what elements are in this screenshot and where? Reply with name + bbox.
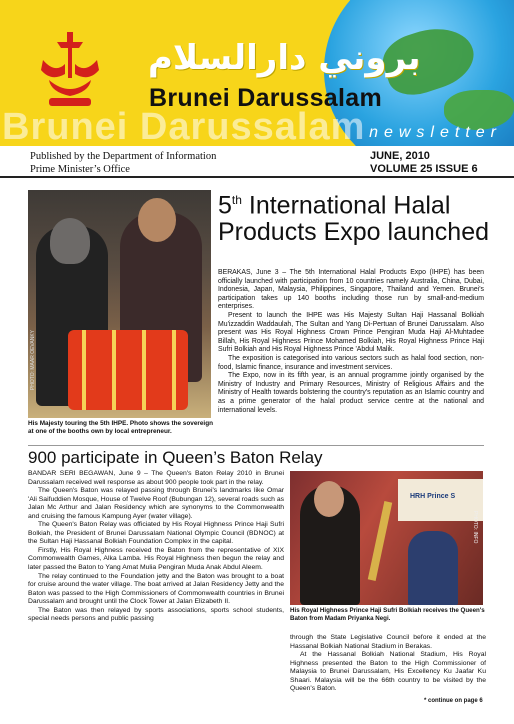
publisher-line-2: Prime Minister’s Office (30, 164, 130, 175)
article1-body (218, 269, 484, 415)
photo-product-display (68, 330, 188, 410)
photo-banner (398, 479, 483, 521)
article2-paragraph: The Queen's Baton was relayed passing through Brunei's landmarks like Omar 'Ali Saifuddien Mosque, House of Twelve Roof (Bubungan 12), several roads such as Jalan Mc Arthur and Jalan Residency which are synonyms to the Commonwealth and cruising the famous Kampung Ayer (water village). (28, 487, 284, 520)
issue-volume: VOLUME 25 ISSUE 6 (370, 163, 478, 175)
arabic-title: بروني دارالسلام (148, 38, 421, 78)
masthead (0, 0, 514, 146)
photo-credit: PHOTO: INFO (472, 511, 478, 544)
expo-photo (28, 190, 211, 418)
article2-column-1 (28, 470, 284, 624)
photo-figure (408, 531, 458, 605)
photo-figure (138, 198, 176, 242)
ghost-title: Brunei Darussalam (2, 106, 366, 146)
section-divider (28, 445, 484, 446)
article2-paragraph: The Baton was then relayed by sports associations, sports school students, special needs persons and public passing (28, 606, 284, 623)
publisher-bar (0, 146, 514, 178)
baton-photo (290, 471, 483, 605)
photo-figure (314, 481, 344, 517)
baton-graphic (368, 501, 392, 581)
publisher-line-1: Published by the Department of Information (30, 151, 217, 162)
baton-photo-caption: His Royal Highness Prince Haji Sufri Bolkiah receives the Queen's Baton from Madam Priyanka Negi. (290, 607, 485, 622)
crest-icon (35, 30, 105, 112)
article2-paragraph: The Queen's Baton Relay was officiated by His Royal Highness Prince Haji Sufri Bolkiah, the President of Brunei Darussalam National Olympic Council (BDNOC) at the Sultan Haji Hassanal Bolkiah Foundation Complex in the capital. (28, 521, 284, 546)
issue-date: JUNE, 2010 (370, 150, 430, 162)
article2-paragraph: through the State Legislative Council before it ended at the Hassanal Bolkiah National Stadium in Berakas. (290, 634, 486, 650)
photo-credit: PHOTO: MAAR OEVANKY (30, 330, 36, 391)
newsletter-label: newsletter (369, 124, 502, 141)
article2-paragraph: At the Hassanal Bolkiah National Stadium, His Royal Highness presented the Baton to the High Commissioner of Malaysia to Brunei Darussalam, His Excellency Ku Jaafar Ku Shaari. Malaysia will be the 66th country to be visited by the Queen's Baton. (290, 651, 486, 693)
expo-photo-caption: His Majesty touring the 5th IHPE. Photo shows the sovereign at one of the booths own by local entrepreneur. (28, 420, 214, 435)
photo-banner-text: HRH Prince S (410, 493, 456, 500)
article2-paragraph: BANDAR SERI BEGAWAN, June 9 – The Queen's Baton Relay 2010 in Brunei Darussalam received well response as about 900 people took part in the relay. (28, 470, 284, 486)
photo-figure (50, 218, 90, 264)
article1-paragraph: Present to launch the IHPE was His Majesty Sultan Haji Hassanal Bolkiah Mu'izzaddin Waddaulah, The Sultan and Yang Di-Pertuan of Brunei Darussalam. Also present was His Royal Highness Crown Prince Pengiran Muda Haji Al-Muhtadee Billah, His Royal Highness Prince Mohamed Bolkiah, His Royal Highness Prince Haji Sufri Bolkiah and His Royal Highness Prince 'Abdul Malik. (218, 311, 484, 354)
article1-paragraph: The exposition is categorised into various sectors such as halal food section, non-food, Islamic finance, insurance and investment services. (218, 354, 484, 371)
article2-paragraph: Firstly, His Royal Highness received the Baton from the representative of XIX Commonwealth Games, Alka Lamba. His Royal Highness then begun the relay and later passed the Baton to Yang Amat Mulia Pengiran Muda Anak Abdul Aleem. (28, 546, 284, 572)
brand-title: Brunei Darussalam (149, 84, 382, 112)
article2-headline: 900 participate in Queen’s Baton Relay (28, 448, 323, 467)
article2-paragraph: The relay continued to the Foundation jetty and the Baton was brought to a boat for cruise around the water village. The boat arrived at Jalan Residency Jetty and the Baton was passed to the High Commissioners of Commonwealth countries in Brunei Darussalam and brought until the Clock Tower at Jalan Elizabeth II. (28, 572, 284, 606)
continue-link[interactable]: * continue on page 6 (424, 698, 483, 704)
article2-column-2 (290, 634, 486, 694)
article1-paragraph: BERAKAS, June 3 – The 5th International Halal Products Expo (IHPE) has been officially launched with participation from 10 countries namely Australia, China, Dubai, Indonesia, Japan, Malaysia, Philippines, Singapore, Thailand and Yemen. Brunei's participation takes up 140 booths including those run by small-and-medium enterprises. (218, 269, 484, 311)
article1-paragraph: The Expo, now in its fifth year, is an annual programme jointly organised by the Ministry of Industry and Primary Resources, Ministry of Religious Affairs and the Ministry of Health towards bolstering the country's reputation as an Islamic country and as a prime generator of the halal product service centre at the national and international levels. (218, 372, 484, 414)
article1-headline: 5th International Halal Products Expo launched (218, 191, 490, 247)
